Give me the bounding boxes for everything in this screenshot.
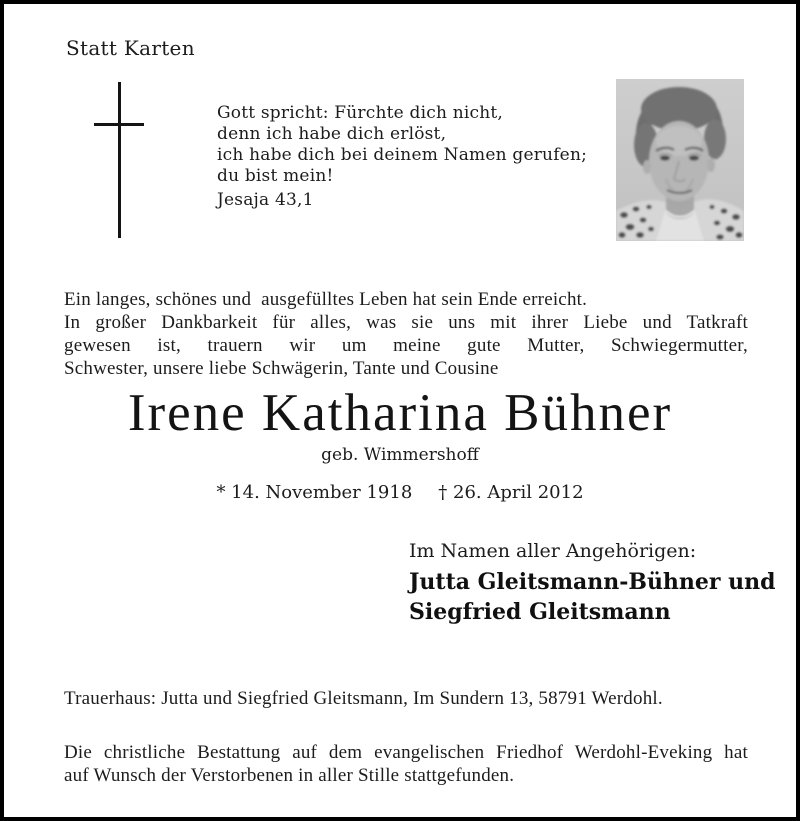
scripture-quote bbox=[217, 103, 587, 211]
trauerhaus-line: Trauerhaus: Jutta und Siegfried Gleitsmann, Im Sundern 13, 58791 Werdohl. bbox=[64, 688, 663, 709]
cross-vertical-bar bbox=[118, 82, 121, 238]
intro-line: Schwester, unsere liebe Schwägerin, Tante und Cousine bbox=[64, 358, 499, 379]
cross-horizontal-bar bbox=[94, 123, 144, 126]
scripture-line: ich habe dich bei deinem Namen gerufen; bbox=[217, 145, 588, 165]
statt-karten-label: Statt Karten bbox=[66, 36, 195, 60]
closing-line: auf Wunsch der Verstorbenen in aller Stille stattgefunden. bbox=[64, 765, 515, 786]
death-date: † 26. April 2012 bbox=[438, 482, 584, 503]
scripture-line: du bist mein! bbox=[217, 166, 334, 186]
intro-line: gewesen ist, trauern wir um meine gute Mutter, Schwiegermutter, bbox=[64, 335, 748, 356]
maiden-name: geb. Wimmershoff bbox=[321, 445, 479, 465]
life-dates bbox=[4, 482, 796, 503]
closing-paragraph bbox=[64, 741, 748, 787]
scripture-line: denn ich habe dich erlöst, bbox=[217, 124, 447, 144]
deceased-name: Irene Katharina Bühner bbox=[127, 384, 673, 442]
portrait-photo bbox=[616, 79, 744, 241]
portrait-photo-graphic bbox=[616, 79, 744, 241]
mourner-line: Jutta Gleitsmann-Bühner und bbox=[409, 569, 776, 595]
mourner-line: Siegfried Gleitsmann bbox=[409, 599, 671, 625]
intro-line: In großer Dankbarkeit für alles, was sie uns mit ihrer Liebe und Tatkraft bbox=[64, 312, 748, 333]
obituary-intro bbox=[64, 288, 748, 380]
birth-date: * 14. November 1918 bbox=[216, 482, 413, 503]
scripture-line: Gott spricht: Fürchte dich nicht, bbox=[217, 103, 504, 123]
mourners-names bbox=[409, 567, 776, 627]
scripture-source: Jesaja 43,1 bbox=[217, 190, 314, 210]
intro-line: Ein langes, schönes und ausgefülltes Leben hat sein Ende erreicht. bbox=[64, 289, 588, 310]
mourners-intro: Im Namen aller Angehörigen: bbox=[409, 540, 697, 562]
closing-line: Die christliche Bestattung auf dem evangelischen Friedhof Werdohl-Eveking hat bbox=[64, 742, 748, 763]
